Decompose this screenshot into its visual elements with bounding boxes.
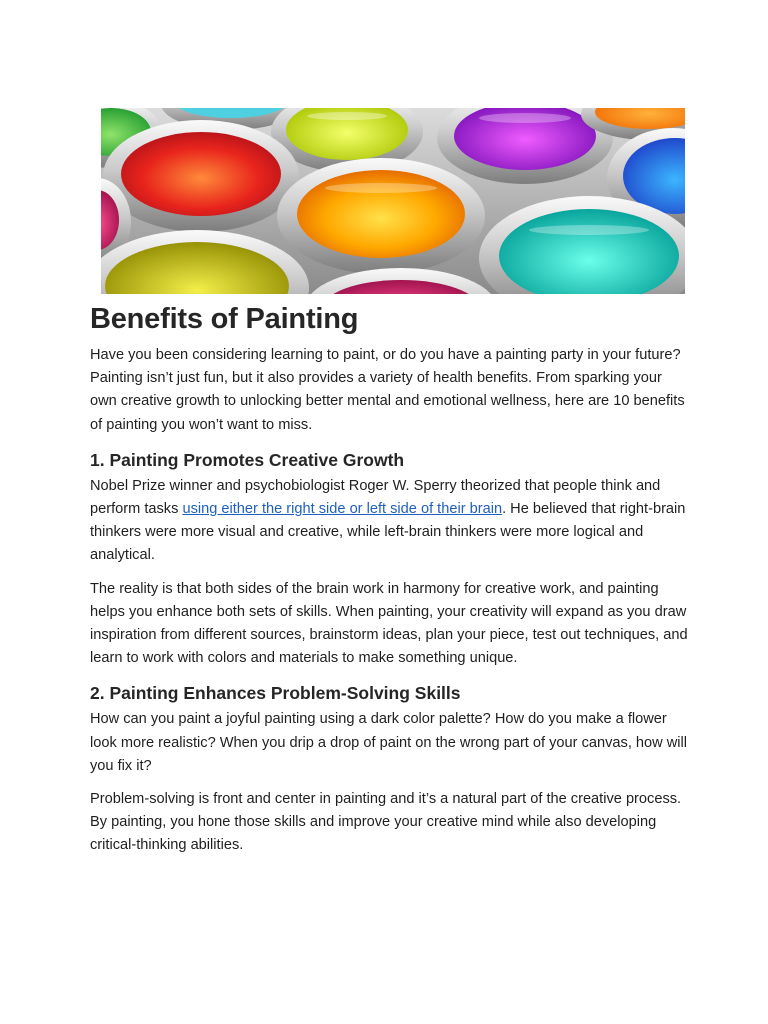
section-heading: 2. Painting Enhances Problem-Solving Skills <box>90 683 461 704</box>
brain-sides-link[interactable]: using either the right side or left side of their brain <box>182 501 503 518</box>
section-creative-growth <box>90 447 690 671</box>
section-paragraph: How can you paint a joyful painting using a dark color palette? How do you make a flower look more realistic? When you drip a drop of paint on the wrong part of your canvas, how will you fix it? <box>90 711 688 774</box>
intro-paragraph: Have you been considering learning to paint, or do you have a painting party in your future? Painting isn’t just fun, but it also provides a variety of health benefits. From sparking your own creative growth to unlocking better mental and emotional wellness, here are 10 benefits of painting you won’t want to miss. <box>90 347 685 433</box>
section-problem-solving <box>90 680 690 857</box>
section-paragraph: The reality is that both sides of the brain work in harmony for creative work, and painting helps you enhance both sets of skills. When painting, your creativity will expand as you draw inspiration from different sources, brainstorm ideas, plan your piece, test out techniques, and learn to work with colors and materials to make something unique. <box>90 580 688 667</box>
section-paragraph <box>90 475 690 568</box>
article-title: Benefits of Painting <box>90 303 359 335</box>
paragraph-text: . He believed that right-brain thinkers were more visual and creative, while left-brain thinkers were more logical and analytical. <box>90 501 686 564</box>
section-heading: 1. Painting Promotes Creative Growth <box>90 449 405 470</box>
article-body <box>90 300 690 868</box>
paint-cans-image <box>101 108 685 294</box>
section-paragraph: Problem-solving is front and center in painting and it’s a natural part of the creative process. By painting, you hone those skills and improve your creative mind while also developing critical-thinking abilities. <box>90 791 682 854</box>
paragraph-text: Nobel Prize winner and psychobiologist Roger W. Sperry theorized that people think and perform tasks <box>90 477 661 518</box>
